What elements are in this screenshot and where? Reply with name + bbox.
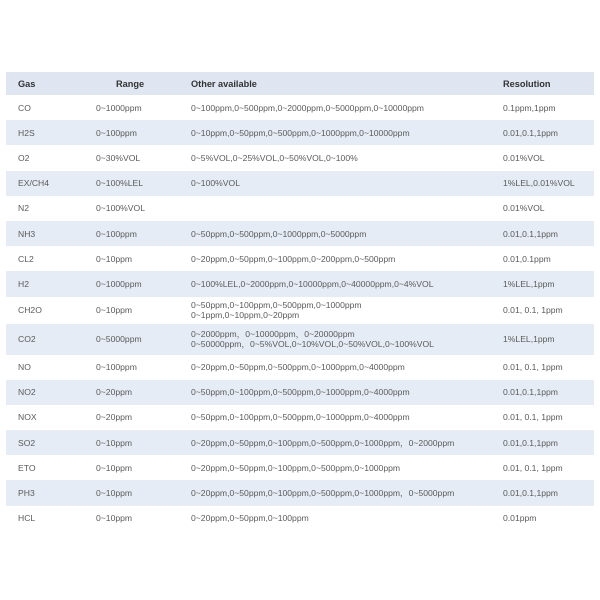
cell-resolution: 0.01,0.1,1ppm (503, 387, 558, 398)
cell-gas: H2S (18, 127, 35, 138)
cell-gas: O2 (18, 152, 30, 163)
table-row (6, 355, 594, 380)
cell-other-line: 0~20ppm,0~50ppm,0~100ppm,0~500ppm,0~1000ppm (191, 462, 401, 473)
table-row (6, 271, 594, 296)
cell-range: 0~100ppm (96, 127, 137, 138)
cell-other-available (191, 279, 434, 289)
cell-resolution: 1%LEL,1ppm (503, 334, 555, 344)
cell-gas: NO (18, 362, 31, 373)
cell-resolution: 0.01, 0.1, 1ppm (503, 462, 563, 473)
cell-gas: CO (18, 102, 31, 113)
table-header-row (6, 72, 594, 95)
cell-other-available (191, 438, 454, 448)
cell-resolution: 0.01%VOL (503, 203, 545, 214)
cell-other-available (191, 513, 309, 523)
table-row (6, 297, 594, 324)
cell-range: 0~5000ppm (96, 334, 142, 344)
table-row (6, 221, 594, 246)
table-row (6, 506, 594, 531)
cell-gas: HCL (18, 513, 36, 524)
cell-range: 0~10ppm (96, 437, 133, 448)
cell-other-line: 0~20ppm,0~50ppm,0~100ppm (191, 513, 309, 524)
cell-other-available (191, 229, 366, 239)
cell-gas: NH3 (18, 228, 36, 239)
table-row (6, 480, 594, 505)
gas-spec-table (6, 72, 594, 531)
cell-other-available (191, 362, 405, 372)
cell-range: 0~100ppm (96, 228, 137, 239)
cell-resolution: 0.01,0.1,1ppm (503, 127, 558, 138)
cell-resolution: 0.01,0.1,1ppm (503, 437, 558, 448)
cell-gas: N2 (18, 203, 29, 214)
cell-other-line: 0~10ppm,0~50ppm,0~500ppm,0~1000ppm,0~10000ppm (191, 127, 410, 138)
cell-other-line: 0~50ppm,0~100ppm,0~500ppm,0~1000ppm,0~4000ppm (191, 412, 410, 423)
cell-range: 0~100ppm (96, 362, 137, 373)
header-gas: Gas (18, 78, 36, 89)
cell-range: 0~10ppm (96, 253, 133, 264)
cell-gas: PH3 (18, 488, 35, 499)
cell-resolution: 0.01%VOL (503, 152, 545, 163)
cell-other-line: 0~20ppm,0~50ppm,0~100ppm,0~200ppm,0~500ppm (191, 253, 396, 264)
cell-range: 0~30%VOL (96, 152, 141, 163)
table-row (6, 246, 594, 271)
cell-other-line: 0~50000ppm，0~5%VOL,0~10%VOL,0~50%VOL,0~100%VOL (191, 339, 434, 349)
cell-gas: H2 (18, 278, 29, 289)
cell-other-available (191, 329, 434, 349)
cell-range: 0~100%VOL (96, 203, 145, 214)
cell-resolution: 0.01,0.1,1ppm (503, 488, 558, 499)
cell-range: 0~10ppm (96, 305, 133, 315)
cell-other-available (191, 463, 400, 473)
cell-other-available (191, 300, 362, 320)
cell-range: 0~1000ppm (96, 102, 142, 113)
cell-range: 0~10ppm (96, 462, 133, 473)
cell-range: 0~10ppm (96, 488, 133, 499)
table-body (6, 95, 594, 531)
cell-resolution: 0.01,0.1,1ppm (503, 228, 558, 239)
cell-other-line: 0~100ppm,0~500ppm,0~2000ppm,0~5000ppm,0~10000ppm (191, 102, 424, 113)
table-row (6, 120, 594, 145)
table-row (6, 405, 594, 430)
cell-other-available (191, 254, 395, 264)
cell-resolution: 0.01, 0.1, 1ppm (503, 362, 563, 373)
header-resolution: Resolution (503, 78, 551, 89)
cell-other-available (191, 153, 358, 163)
cell-other-line: 0~50ppm,0~100ppm,0~500ppm,0~1000ppm,0~4000ppm (191, 387, 410, 398)
table-row (6, 196, 594, 221)
cell-other-line: 0~100%LEL,0~2000ppm,0~10000ppm,0~40000ppm,0~4%VOL (191, 278, 434, 289)
cell-other-line: 0~50ppm,0~100ppm,0~500ppm,0~1000ppm (191, 300, 362, 310)
cell-other-available (191, 412, 410, 422)
table-row (6, 171, 594, 196)
cell-other-line: 0~50ppm,0~500ppm,0~1000ppm,0~5000ppm (191, 228, 367, 239)
cell-range: 0~100%LEL (96, 178, 144, 189)
cell-other-line: 0~20ppm,0~50ppm,0~100ppm,0~500ppm,0~1000ppm，0~2000ppm (191, 437, 455, 448)
cell-gas: SO2 (18, 437, 36, 448)
cell-resolution: 0.01ppm (503, 513, 537, 524)
cell-gas: NOX (18, 412, 37, 423)
cell-resolution: 0.01, 0.1, 1ppm (503, 412, 563, 423)
cell-resolution: 1%LEL,1ppm (503, 278, 555, 289)
cell-gas: ETO (18, 462, 36, 473)
cell-other-line: 0~5%VOL,0~25%VOL,0~50%VOL,0~100% (191, 152, 358, 163)
cell-gas: CO2 (18, 334, 36, 344)
cell-gas: CL2 (18, 253, 34, 264)
cell-gas: NO2 (18, 387, 36, 398)
cell-gas: CH2O (18, 305, 42, 315)
cell-resolution: 0.01,0.1ppm (503, 253, 551, 264)
cell-other-line: 0~20ppm,0~50ppm,0~500ppm,0~1000ppm,0~4000ppm (191, 362, 405, 373)
cell-other-line: 0~2000ppm，0~10000ppm，0~20000ppm (191, 329, 355, 339)
cell-range: 0~1000ppm (96, 278, 142, 289)
cell-other-available (191, 488, 454, 498)
cell-other-available (191, 178, 240, 188)
table-row (6, 145, 594, 170)
header-other-available: Other available (191, 78, 257, 89)
table-row (6, 380, 594, 405)
cell-other-available (191, 103, 424, 113)
cell-other-available (191, 387, 410, 397)
cell-other-available (191, 128, 410, 138)
cell-resolution: 1%LEL,0.01%VOL (503, 178, 575, 189)
cell-range: 0~10ppm (96, 513, 133, 524)
table-row (6, 324, 594, 355)
cell-gas: EX/CH4 (18, 178, 50, 189)
header-range: Range (116, 78, 145, 89)
table-row (6, 95, 594, 120)
cell-range: 0~20ppm (96, 412, 133, 423)
table-row (6, 455, 594, 480)
cell-other-line: 0~100%VOL (191, 178, 240, 189)
cell-other-line: 0~1ppm,0~10ppm,0~20ppm (191, 310, 300, 320)
table-row (6, 430, 594, 455)
cell-other-line: 0~20ppm,0~50ppm,0~100ppm,0~500ppm,0~1000ppm，0~5000ppm (191, 488, 455, 499)
cell-range: 0~20ppm (96, 387, 133, 398)
cell-resolution: 0.1ppm,1ppm (503, 102, 556, 113)
cell-resolution: 0.01, 0.1, 1ppm (503, 305, 563, 315)
